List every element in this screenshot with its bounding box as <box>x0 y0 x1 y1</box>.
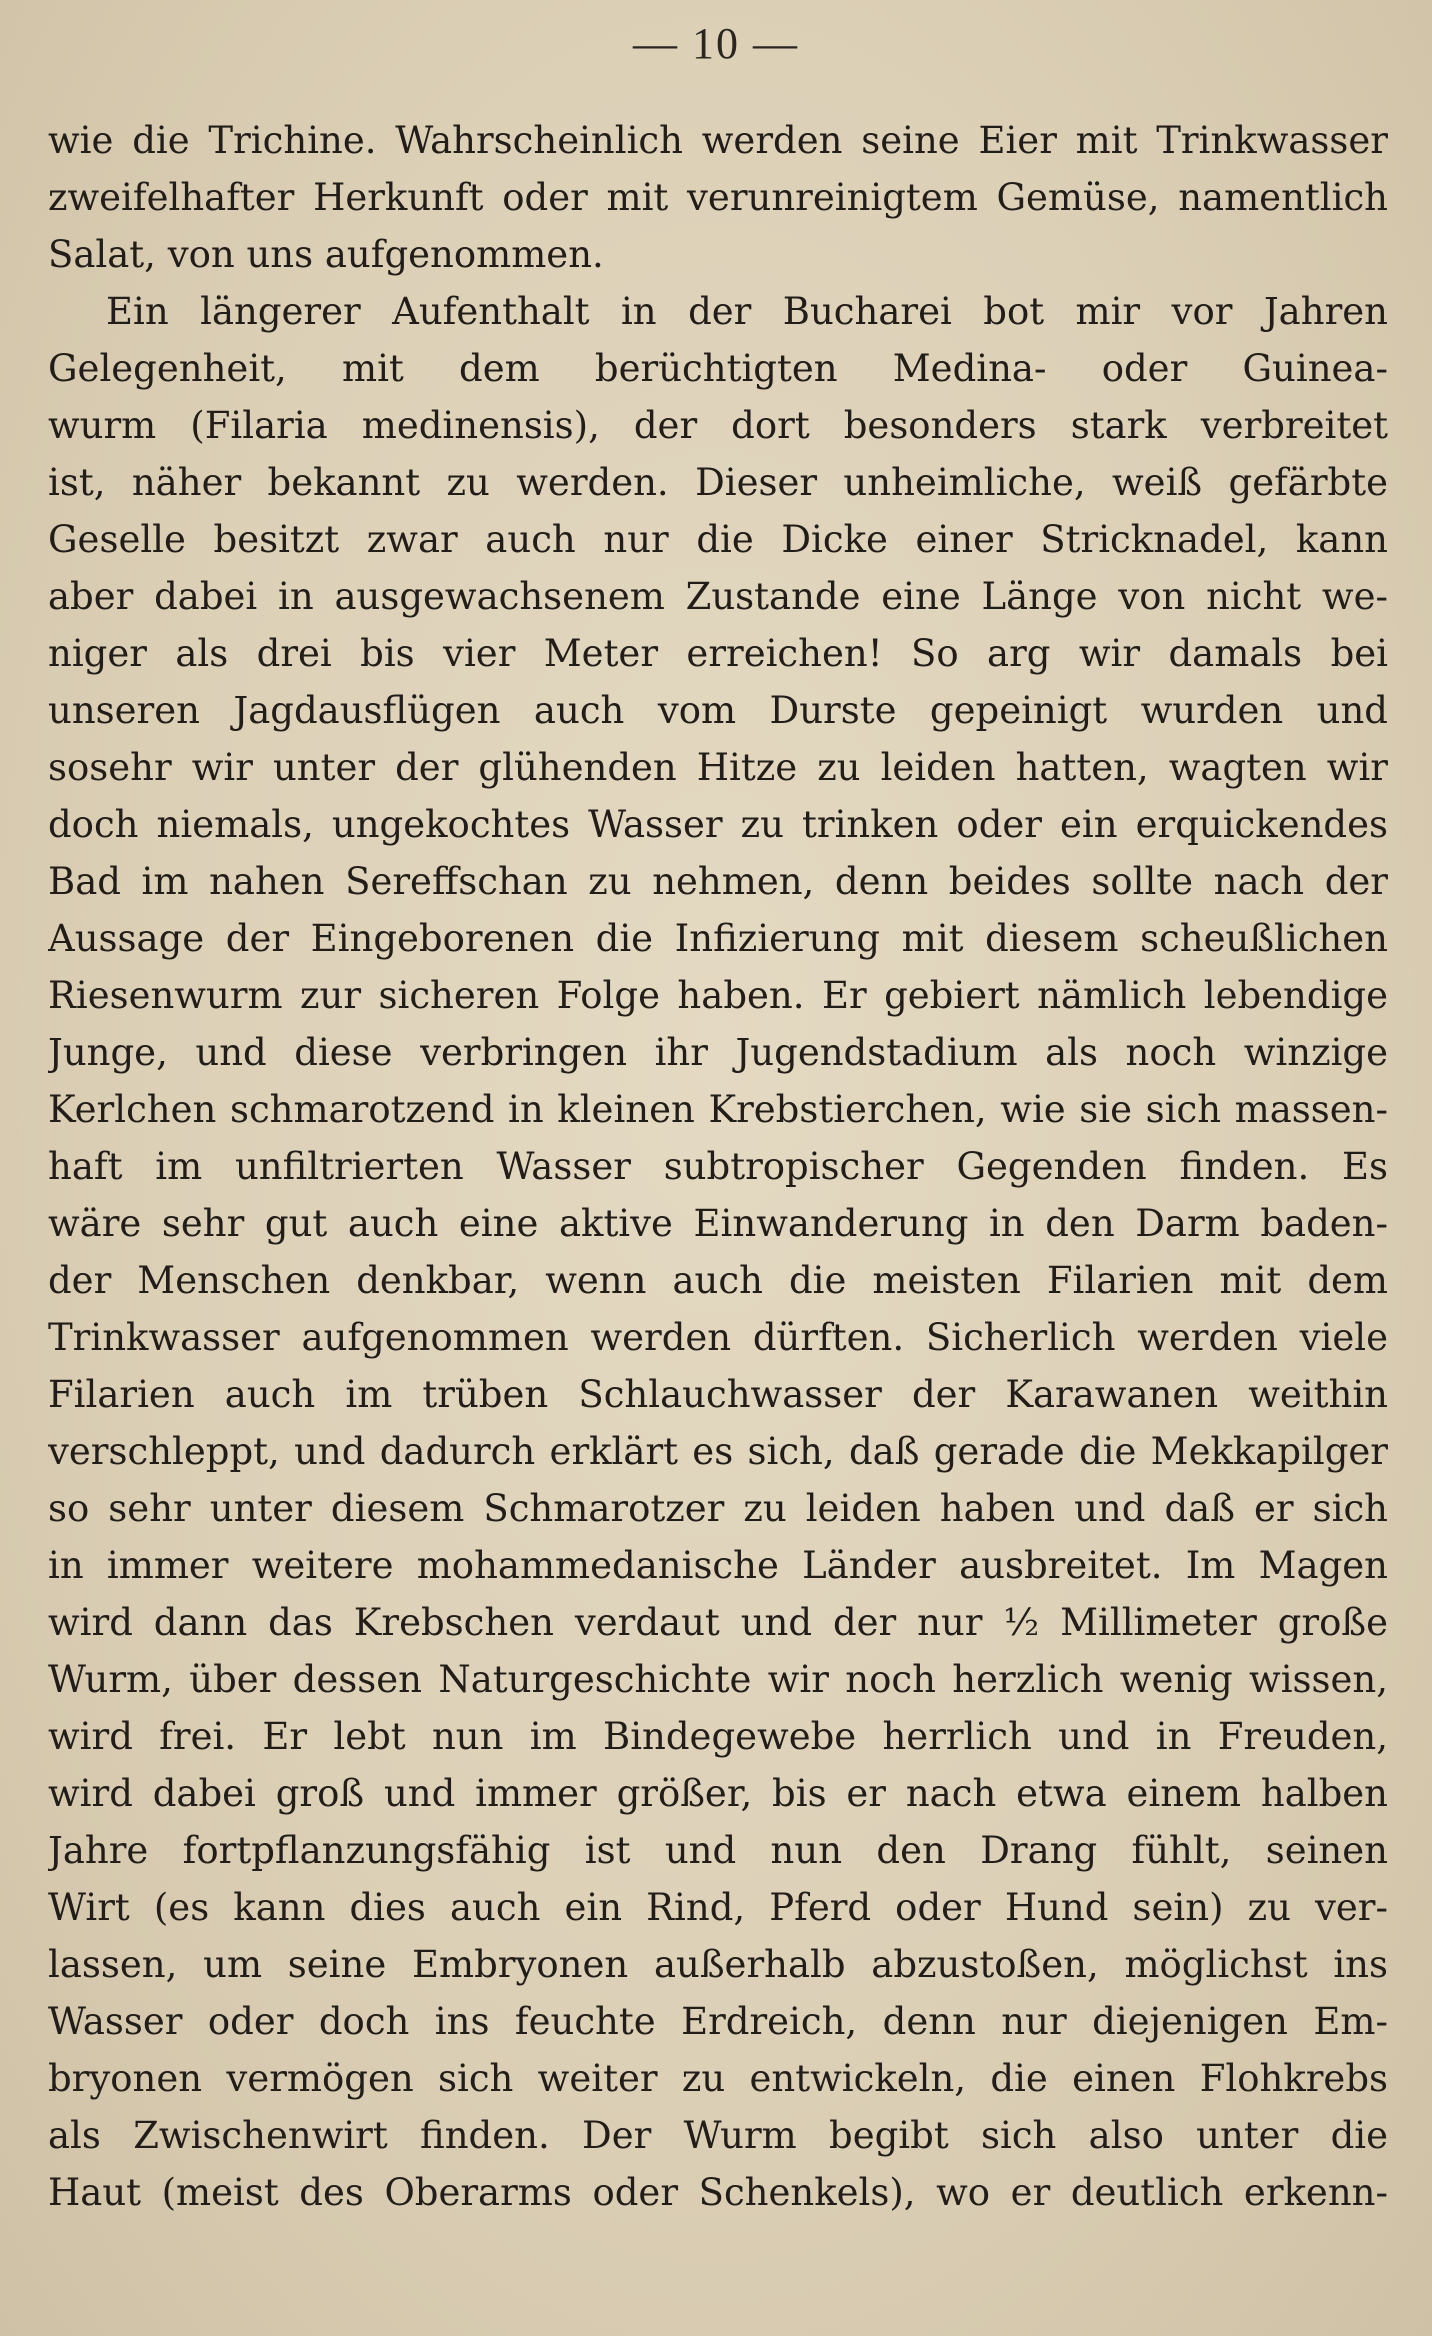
text-line: zweifelhafter Herkunft oder mit verunreinigtem Gemüse, namentlich <box>48 176 1388 219</box>
text-line: der Menschen denkbar, wenn auch die meisten Filarien mit dem <box>48 1259 1388 1302</box>
text-line: sosehr wir unter der glühenden Hitze zu leiden hatten, wagten wir <box>48 746 1388 789</box>
text-line: bryonen vermögen sich weiter zu entwickeln, die einen Flohkrebs <box>48 2057 1388 2100</box>
text-line: aber dabei in ausgewachsenem Zustande eine Länge von nicht we- <box>48 575 1388 618</box>
text-line: Gelegenheit, mit dem berüchtigten Medina- oder Guinea- <box>48 347 1388 390</box>
text-line: wird dann das Krebschen verdaut und der nur ½ Millimeter große <box>48 1601 1388 1644</box>
text-line: als Zwischenwirt finden. Der Wurm begibt sich also unter die <box>48 2114 1388 2157</box>
text-line: so sehr unter diesem Schmarotzer zu leiden haben und daß er sich <box>48 1487 1388 1530</box>
text-line: wie die Trichine. Wahrscheinlich werden seine Eier mit Trinkwasser <box>48 119 1388 162</box>
text-line: unseren Jagdausflügen auch vom Durste gepeinigt wurden und <box>48 689 1388 732</box>
page-number: — 10 — <box>633 19 799 68</box>
text-line: Trinkwasser aufgenommen werden dürften. Sicherlich werden viele <box>48 1316 1388 1359</box>
text-line: Riesenwurm zur sicheren Folge haben. Er gebiert nämlich lebendige <box>48 974 1388 1017</box>
text-line: niger als drei bis vier Meter erreichen! So arg wir damals bei <box>48 632 1388 675</box>
body-text <box>48 112 1388 2221</box>
text-line: in immer weitere mohammedanische Länder ausbreitet. Im Magen <box>48 1544 1388 1587</box>
text-line: Filarien auch im trüben Schlauchwasser der Karawanen weithin <box>48 1373 1388 1416</box>
text-line: Jahre fortpflanzungsfähig ist und nun den Drang fühlt, seinen <box>48 1829 1388 1872</box>
text-line: Salat, von uns aufgenommen. <box>48 233 604 276</box>
text-line: haft im unfiltrierten Wasser subtropischer Gegenden finden. Es <box>48 1145 1388 1188</box>
text-line: wurm (Filaria medinensis), der dort besonders stark verbreitet <box>48 404 1388 447</box>
text-line: Wirt (es kann dies auch ein Rind, Pferd oder Hund sein) zu ver- <box>48 1886 1388 1929</box>
text-line: Geselle besitzt zwar auch nur die Dicke einer Stricknadel, kann <box>48 518 1388 561</box>
text-line: lassen, um seine Embryonen außerhalb abzustoßen, möglichst ins <box>48 1943 1388 1986</box>
text-line: verschleppt, und dadurch erklärt es sich, daß gerade die Mekkapilger <box>48 1430 1388 1473</box>
text-line: Haut (meist des Oberarms oder Schenkels), wo er deutlich erkenn- <box>48 2171 1388 2214</box>
text-line: ist, näher bekannt zu werden. Dieser unheimliche, weiß gefärbte <box>48 461 1388 504</box>
text-line: Junge, und diese verbringen ihr Jugendstadium als noch winzige <box>48 1031 1388 1074</box>
text-line: wird dabei groß und immer größer, bis er nach etwa einem halben <box>48 1772 1388 1815</box>
text-line: Kerlchen schmarotzend in kleinen Krebstierchen, wie sie sich massen- <box>48 1088 1388 1131</box>
text-line: Bad im nahen Sereffschan zu nehmen, denn beides sollte nach der <box>48 860 1388 903</box>
text-line: Wurm, über dessen Naturgeschichte wir noch herzlich wenig wissen, <box>48 1658 1388 1701</box>
text-line: Wasser oder doch ins feuchte Erdreich, denn nur diejenigen Em- <box>48 2000 1388 2043</box>
text-line: doch niemals, ungekochtes Wasser zu trinken oder ein erquickendes <box>48 803 1388 846</box>
text-line: wäre sehr gut auch eine aktive Einwanderung in den Darm baden- <box>48 1202 1388 1245</box>
text-line: wird frei. Er lebt nun im Bindegewebe herrlich und in Freuden, <box>48 1715 1388 1758</box>
text-line: Ein längerer Aufenthalt in der Bucharei bot mir vor Jahren <box>106 290 1388 333</box>
text-line: Aussage der Eingeborenen die Infizierung mit diesem scheußlichen <box>48 917 1388 960</box>
